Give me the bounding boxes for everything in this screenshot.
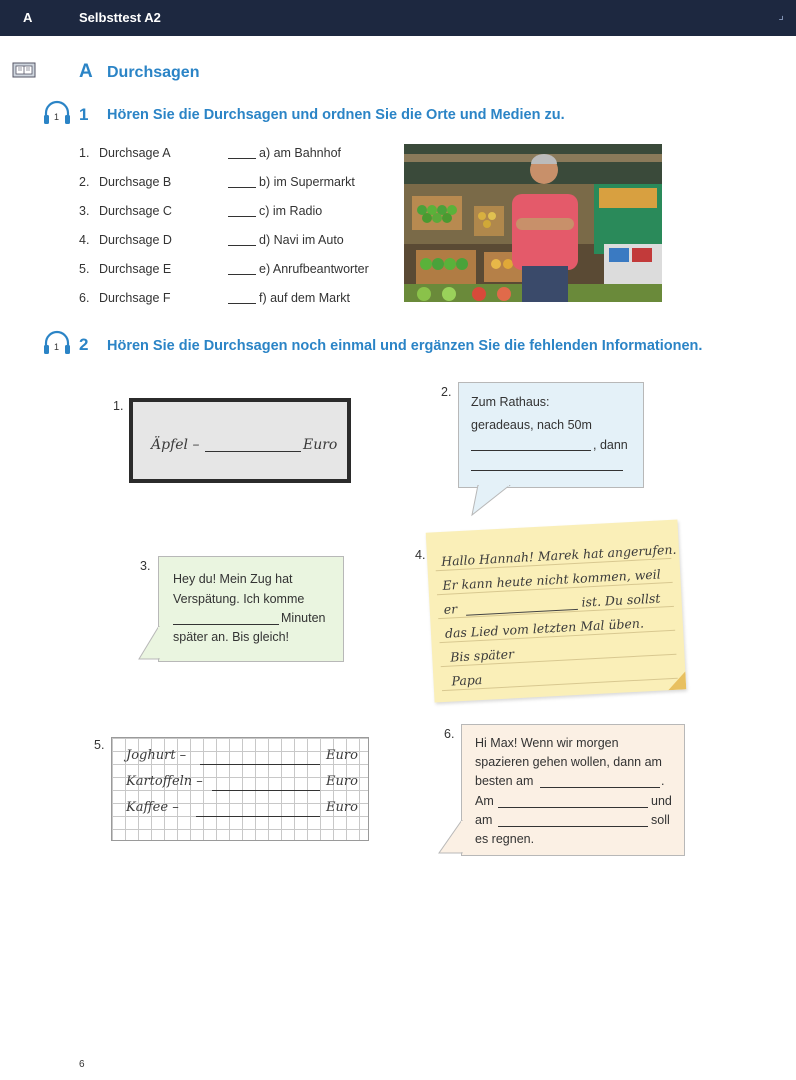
speech-bubble-rathaus: Zum Rathaus: geradeaus, nach 50m , dann — [458, 382, 644, 488]
market-photo — [404, 144, 662, 302]
day-blank[interactable] — [498, 797, 648, 808]
audio-track-number: 1 — [54, 112, 60, 122]
shopping-item-unit: Euro — [326, 800, 358, 815]
answer-blank[interactable] — [228, 235, 256, 246]
shopping-item-unit: Euro — [326, 748, 358, 763]
answer-blank[interactable] — [228, 206, 256, 217]
list-item: 2. Durchsage B b) im Supermarkt — [79, 175, 355, 189]
sign-unit: Euro — [303, 437, 338, 453]
price-sign — [129, 398, 351, 483]
day-blank[interactable] — [498, 816, 648, 827]
shopping-item-label: Joghurt – — [126, 748, 187, 763]
speech-bubble-tail — [438, 820, 464, 854]
section-letter: A — [79, 61, 93, 82]
answer-blank[interactable] — [228, 293, 256, 304]
direction-blank[interactable] — [471, 460, 623, 471]
page-number: 6 — [79, 1059, 85, 1070]
exercise-number: 4. — [415, 548, 426, 562]
book-icon — [12, 62, 36, 78]
exercise-number: 1. — [113, 399, 124, 413]
price-blank[interactable] — [196, 806, 320, 817]
exercise-number: 5. — [94, 738, 105, 752]
direction-blank[interactable] — [471, 440, 591, 451]
exercise-number: 6. — [444, 727, 455, 741]
speech-bubble-tail — [470, 485, 520, 517]
audio-track-number: 1 — [54, 342, 60, 352]
text-message-bubble: Hey du! Mein Zug hat Verspätung. Ich komme Minuten später an. Bis gleich! — [158, 556, 344, 662]
day-blank[interactable] — [540, 777, 660, 788]
shopping-item-label: Kaffee – — [126, 800, 179, 815]
list-item: 4. Durchsage D d) Navi im Auto — [79, 233, 344, 247]
shopping-item-label: Kartoffeln – — [126, 774, 203, 789]
answer-blank[interactable] — [228, 264, 256, 275]
message-bubble-tail — [138, 626, 162, 660]
header-letter: A — [23, 10, 33, 25]
folded-corner-icon — [667, 671, 686, 690]
price-blank[interactable] — [205, 441, 301, 452]
section-title: Durchsagen — [107, 64, 200, 81]
task2-instruction: Hören Sie die Durchsagen noch einmal und ergänzen Sie die fehlenden Informationen. — [107, 338, 703, 354]
task1-instruction: Hören Sie die Durchsagen und ordnen Sie die Orte und Medien zu. — [107, 107, 565, 123]
header-bar — [0, 0, 796, 36]
exercise-number: 3. — [140, 559, 151, 573]
exercise-number: 2. — [441, 385, 452, 399]
price-blank[interactable] — [200, 754, 320, 765]
answer-blank[interactable] — [228, 148, 256, 159]
list-item: 5. Durchsage E e) Anrufbeantworter — [79, 262, 369, 276]
answer-blank[interactable] — [228, 177, 256, 188]
list-item: 3. Durchsage C c) im Radio — [79, 204, 323, 218]
sticky-note: Hallo Hannah! Marek hat angerufen. Er kann heute nicht kommen, weil er ist. Du sollst das Lied vom letzten Mal üben. Bis später Papa — [426, 520, 687, 703]
speech-bubble-weather: Hi Max! Wenn wir morgen spazieren gehen wollen, dann am besten am . Am und am soll es regnen. — [461, 724, 685, 856]
task2-number: 2 — [79, 335, 89, 354]
corner-mark-icon: ⌟ — [778, 8, 784, 22]
header-title: Selbsttest A2 — [79, 10, 161, 25]
task1-number: 1 — [79, 105, 89, 124]
sign-item-label: Äpfel – — [151, 437, 200, 453]
shopping-item-unit: Euro — [326, 774, 358, 789]
list-item: 6. Durchsage F f) auf dem Markt — [79, 291, 350, 305]
list-item: 1. Durchsage A a) am Bahnhof — [79, 146, 341, 160]
minutes-blank[interactable] — [173, 614, 279, 625]
grid-shopping-list — [111, 737, 369, 841]
price-blank[interactable] — [212, 780, 320, 791]
